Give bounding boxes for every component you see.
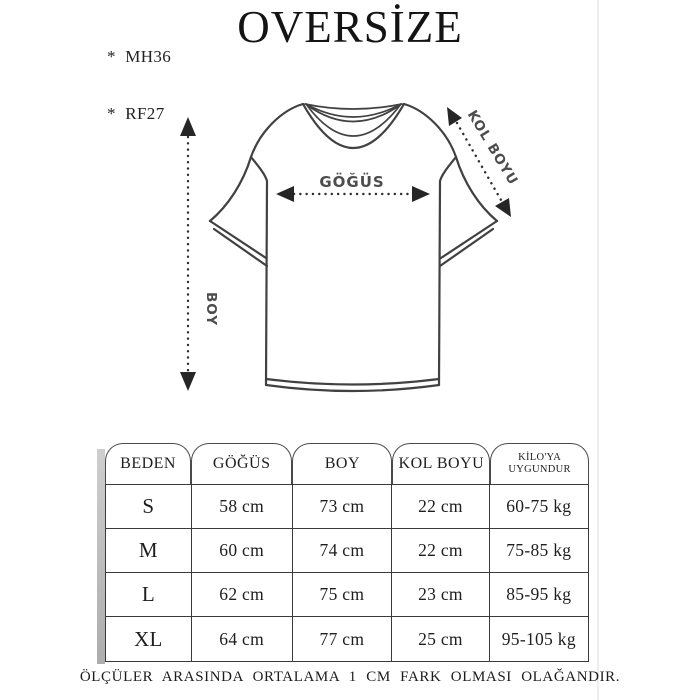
- header-cell-kilo: KİLO'YA UYGUNDUR: [490, 443, 589, 484]
- length-measure-label: BOY: [203, 291, 219, 327]
- length-arrow-top-icon: [180, 117, 196, 136]
- tshirt-outline-drawing: [210, 104, 497, 391]
- sleeve-arrow-bottom-icon: [495, 198, 511, 217]
- chest-arrow-right-icon: [412, 186, 430, 202]
- measurement-disclaimer: ÖLÇÜLER ARASINDA ORTALAMA 1 CM FARK OLMASI OLAĞANDIR.: [79, 669, 621, 685]
- size-table-header-row: [105, 443, 589, 485]
- cell-weight: 85-95 kg: [506, 584, 572, 604]
- cell-chest: 62 cm: [192, 573, 293, 616]
- header-cell-beden: BEDEN: [105, 443, 191, 484]
- cell-weight: 60-75 kg: [506, 496, 572, 516]
- cell-sleeve: 25 cm: [392, 617, 489, 661]
- cell-weight: 95-105 kg: [501, 628, 576, 649]
- header-cell-kol-boyu: KOL BOYU: [392, 443, 490, 484]
- cell-length: 75 cm: [293, 573, 393, 616]
- measurement-arrowheads: [180, 107, 511, 391]
- cell-sleeve: 22 cm: [392, 529, 489, 572]
- cell-size: L: [106, 573, 192, 616]
- cell-sleeve: 23 cm: [392, 573, 489, 616]
- size-row-l: [106, 573, 588, 617]
- chest-measure-label: GÖĞÜS: [319, 173, 385, 191]
- product-code-2: * RF27: [107, 104, 165, 123]
- chest-arrow-left-icon: [276, 186, 294, 202]
- length-arrow-bottom-icon: [180, 372, 196, 391]
- header-cell-boy: BOY: [292, 443, 392, 484]
- product-code-1: * MH36: [107, 47, 172, 66]
- size-table: [105, 443, 589, 662]
- size-row-xl: [106, 617, 588, 661]
- cell-weight: 75-85 kg: [506, 540, 572, 560]
- cell-length: 74 cm: [293, 529, 393, 572]
- cell-chest: 58 cm: [192, 485, 293, 528]
- sleeve-arrow-top-icon: [447, 107, 462, 126]
- size-row-m: [106, 529, 588, 573]
- size-row-s: [106, 485, 588, 529]
- cell-length: 77 cm: [293, 617, 393, 661]
- cell-sleeve: 22 cm: [392, 485, 489, 528]
- sleeve-measure-label: KOL BOYU: [463, 107, 522, 189]
- cell-chest: 60 cm: [192, 529, 293, 572]
- cell-size: S: [106, 485, 192, 528]
- cell-size: M: [106, 529, 192, 572]
- cell-length: 73 cm: [293, 485, 393, 528]
- size-table-body: [105, 485, 589, 662]
- table-left-shadow: [97, 449, 105, 664]
- header-cell-gogus: GÖĞÜS: [191, 443, 292, 484]
- page-title: OVERSİZE: [237, 2, 463, 52]
- cell-size: XL: [106, 617, 192, 661]
- cell-chest: 64 cm: [192, 617, 293, 661]
